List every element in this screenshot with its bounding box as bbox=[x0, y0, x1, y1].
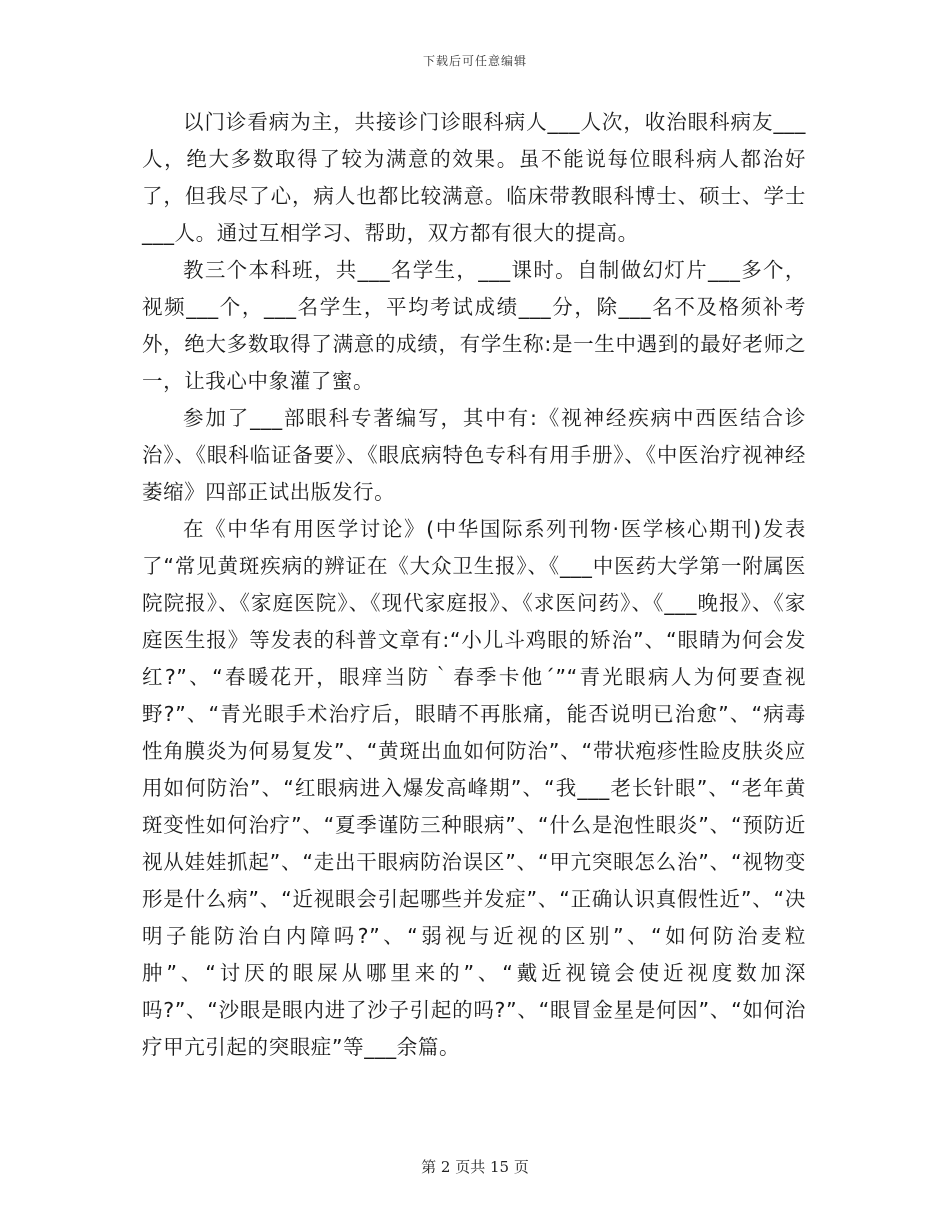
page-number: 第 2 页共 15 页 bbox=[421, 1158, 529, 1176]
page-header: 下载后可任意编辑 bbox=[422, 54, 527, 68]
paragraph-teaching: 教三个本科班，共___名学生，___课时。自制做幻灯片___多个，视频___个，___名学生，平均考试成绩___分，除___名不及格须补考外，绝大多数取得了满意的成绩，有学生称:是一生中遇到的最好老师之一，让我心中象灌了蜜。 bbox=[142, 258, 806, 393]
paragraph-monographs: 参加了___部眼科专著编写，其中有:《视神经疾病中西医结合诊治》、《眼科临证备要》、《眼底病特色专科有用手册》、《中医治疗视神经萎缩》四部正试出版发行。 bbox=[142, 406, 806, 504]
paragraph-outpatient-work: 以门诊看病为主，共接诊门诊眼科病人___人次，收治眼科病友___人，绝大多数取得了较为满意的效果。虽不能说每位眼科病人都治好了，但我尽了心，病人也都比较满意。临床带教眼科博士、硕士、学士___人。通过互相学习、帮助，双方都有很大的提高。 bbox=[142, 110, 806, 245]
document-body bbox=[142, 104, 806, 1066]
paragraph-publications: 在《中华有用医学讨论》(中华国际系列刊物·医学核心期刊)发表了“常见黄斑疾病的辨证在《大众卫生报》、《___中医药大学第一附属医院院报》、《家庭医院》、《现代家庭报》、《求医问药》、《___晚报》、《家庭医生报》等发表的科普文章有:“小儿斗鸡眼的矫治”、“眼睛为何会发红?”、“春暖花开，眼痒当防｀春季卡他´”“青光眼病人为何要查视野?”、“青光眼手术治疗后，眼睛不再胀痛，能否说明已治愈”、“病毒性角膜炎为何易复发”、“黄斑出血如何防治”、“带状疱疹性睑皮肤炎应用如何防治”、“红眼病进入爆发高峰期”、“我___老长针眼”、“老年黄斑变性如何治疗”、“夏季谨防三种眼病”、“什么是泡性眼炎”、“预防近视从娃娃抓起”、“走出干眼病防治误区”、“甲亢突眼怎么治”、“视物变形是什么病”、“近视眼会引起哪些并发症”、“正确认识真假性近”、“决明子能防治白内障吗?”、“弱视与近视的区别”、“如何防治麦粒肿”、“讨厌的眼屎从哪里来的”、“戴近视镜会使近视度数加深吗?”、“沙眼是眼内进了沙子引起的吗?”、“眼冒金星是何因”、“如何治疗甲亢引起的突眼症”等___余篇。 bbox=[142, 517, 806, 1059]
